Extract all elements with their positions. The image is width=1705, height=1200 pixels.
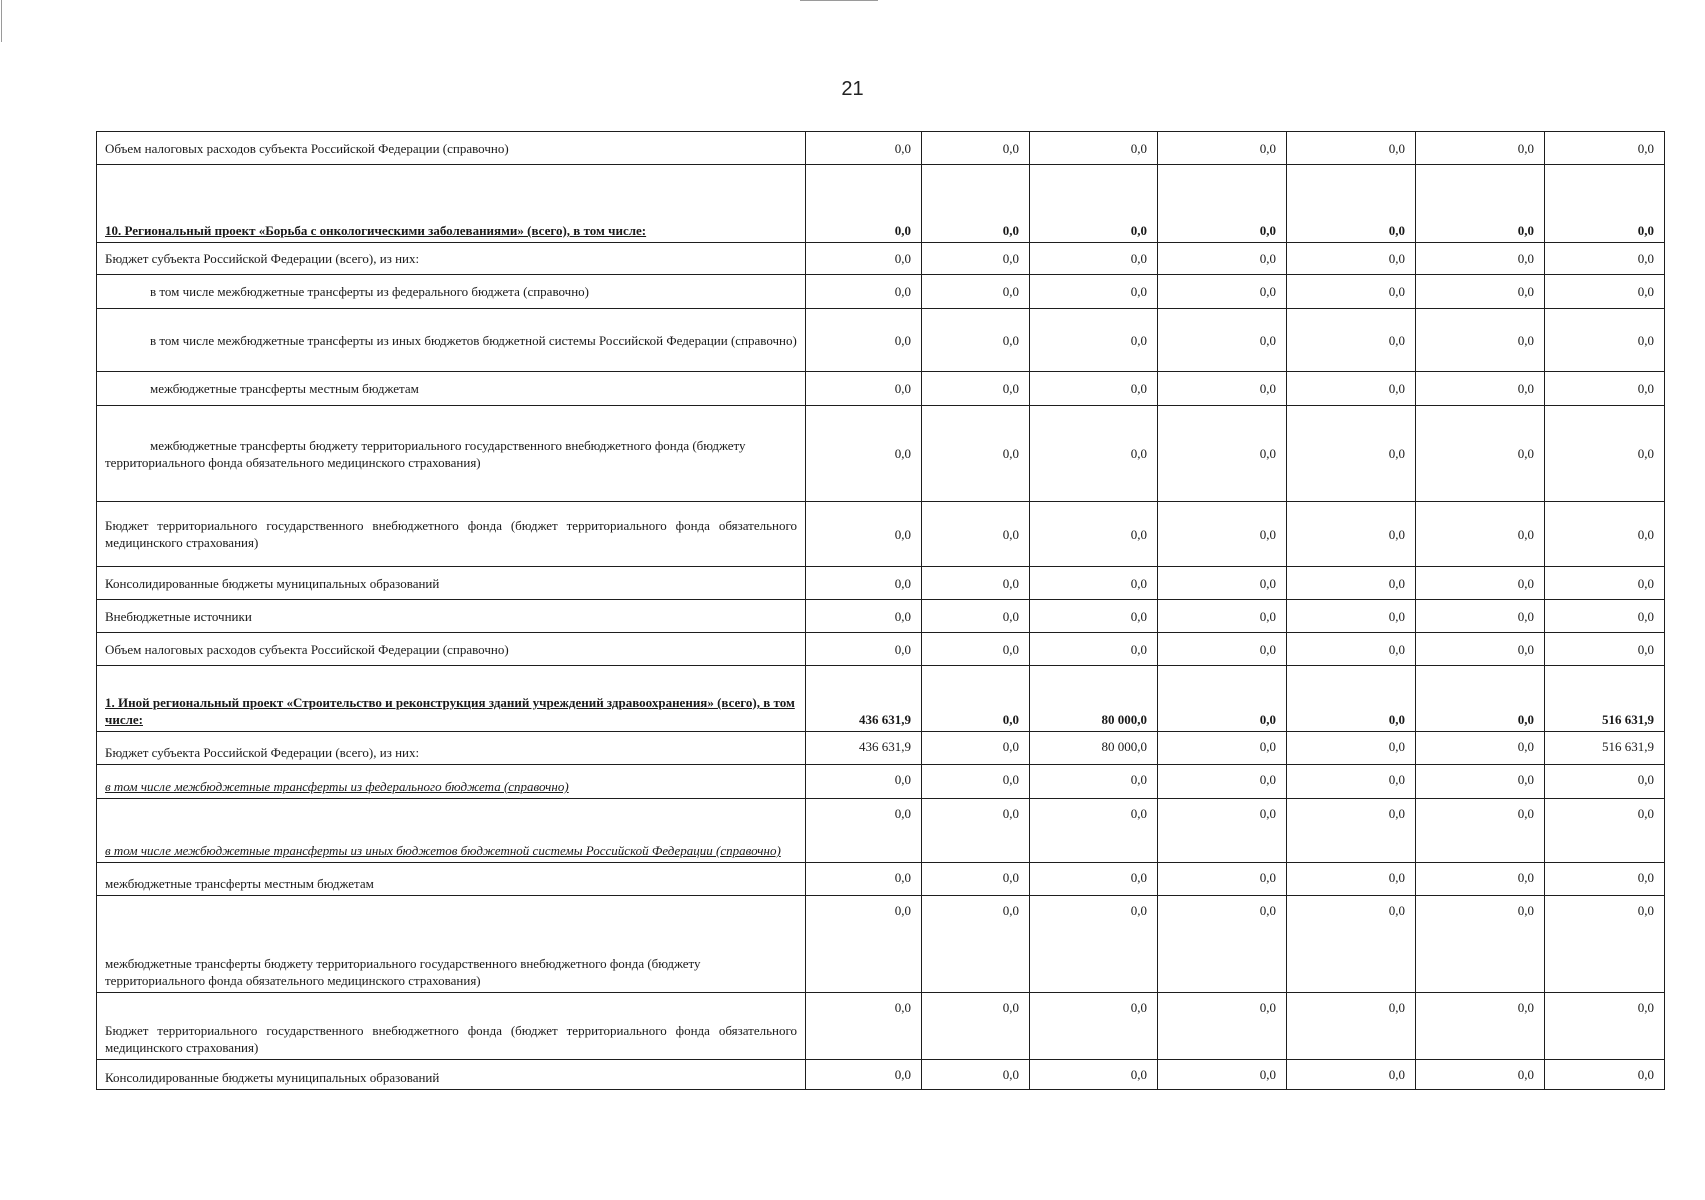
table-cell: 0,0: [1416, 372, 1545, 406]
table-row: [97, 896, 1665, 993]
table-cell: 0,0: [1158, 309, 1287, 372]
row-label: 1. Иной региональный проект «Строительство и реконструкция зданий учреждений здравоохранения» (всего), в том числе:: [97, 666, 806, 732]
table-row: [97, 372, 1665, 406]
table-cell: 0,0: [1030, 372, 1158, 406]
table-cell: 0,0: [1545, 863, 1665, 896]
table-cell: 0,0: [1030, 993, 1158, 1060]
table-cell: 0,0: [806, 567, 922, 600]
table-row: [97, 765, 1665, 799]
table-cell: 0,0: [1030, 275, 1158, 309]
table-cell: 0,0: [1545, 275, 1665, 309]
table-cell: 0,0: [806, 896, 922, 993]
row-label: Бюджет субъекта Российской Федерации (всего), из них:: [97, 732, 806, 765]
table-cell: 0,0: [806, 406, 922, 502]
row-label: Бюджет территориального государственного внебюджетного фонда (бюджет территориального фонда обязательного медицинского страхования): [97, 993, 806, 1060]
table-cell: 0,0: [1158, 633, 1287, 666]
row-label: в том числе межбюджетные трансферты из федерального бюджета (справочно): [97, 765, 806, 799]
table-cell: 0,0: [1287, 732, 1416, 765]
budget-table: [96, 131, 1665, 1090]
table-cell: 0,0: [1287, 863, 1416, 896]
table-cell: 0,0: [1030, 243, 1158, 275]
table-cell: 0,0: [922, 600, 1030, 633]
table-cell: 0,0: [1287, 372, 1416, 406]
table-cell: 0,0: [1545, 799, 1665, 863]
row-label: межбюджетные трансферты бюджету территориального государственного внебюджетного фонда (бюджету территориального фонда обязательного медицинского страхования): [97, 406, 806, 502]
table-cell: 0,0: [1287, 896, 1416, 993]
table-cell: 0,0: [1545, 502, 1665, 567]
table-cell: 0,0: [1030, 799, 1158, 863]
table-cell: 0,0: [806, 863, 922, 896]
table-cell: 0,0: [806, 502, 922, 567]
table-cell: 0,0: [1416, 993, 1545, 1060]
table-cell: 0,0: [922, 896, 1030, 993]
table-cell: 0,0: [1287, 600, 1416, 633]
table-cell: 0,0: [806, 993, 922, 1060]
table-row: [97, 993, 1665, 1060]
row-label: в том числе межбюджетные трансферты из иных бюджетов бюджетной системы Российской Федерации (справочно): [97, 799, 806, 863]
table-cell: 0,0: [1158, 732, 1287, 765]
table-cell: 0,0: [1416, 896, 1545, 993]
row-label: межбюджетные трансферты местным бюджетам: [97, 372, 806, 406]
table-cell: 0,0: [922, 633, 1030, 666]
table-cell: 0,0: [1287, 1060, 1416, 1090]
table-cell: 0,0: [922, 765, 1030, 799]
table-row: [97, 666, 1665, 732]
table-cell: 0,0: [1158, 406, 1287, 502]
table-cell: 0,0: [1545, 633, 1665, 666]
table-cell: 0,0: [1416, 309, 1545, 372]
table-cell: 0,0: [1416, 406, 1545, 502]
table-cell: 0,0: [922, 666, 1030, 732]
table-cell: 0,0: [1030, 896, 1158, 993]
table-cell: 0,0: [1158, 372, 1287, 406]
table-cell: 0,0: [806, 275, 922, 309]
table-cell: 0,0: [1416, 732, 1545, 765]
table-row: [97, 132, 1665, 165]
table-cell: 0,0: [806, 165, 922, 243]
table-cell: 516 631,9: [1545, 666, 1665, 732]
table-cell: 0,0: [1030, 765, 1158, 799]
table-row: [97, 633, 1665, 666]
table-cell: 0,0: [1030, 406, 1158, 502]
row-label: Объем налоговых расходов субъекта Российской Федерации (справочно): [97, 633, 806, 666]
table-cell: 0,0: [1416, 132, 1545, 165]
table-cell: 0,0: [922, 1060, 1030, 1090]
row-label: Бюджет субъекта Российской Федерации (всего), из них:: [97, 243, 806, 275]
table-cell: 0,0: [806, 372, 922, 406]
table-row: [97, 502, 1665, 567]
table-cell: 0,0: [1158, 863, 1287, 896]
row-label: межбюджетные трансферты местным бюджетам: [97, 863, 806, 896]
table-cell: 0,0: [922, 406, 1030, 502]
table-cell: 0,0: [1158, 600, 1287, 633]
table-cell: 0,0: [806, 799, 922, 863]
table-cell: 0,0: [1416, 275, 1545, 309]
table-cell: 0,0: [922, 132, 1030, 165]
table-cell: 0,0: [1287, 567, 1416, 600]
table-cell: 0,0: [922, 799, 1030, 863]
row-label: 10. Региональный проект «Борьба с онкологическими заболеваниями» (всего), в том числе:: [97, 165, 806, 243]
table-row: [97, 732, 1665, 765]
table-row: [97, 165, 1665, 243]
row-label: в том числе межбюджетные трансферты из иных бюджетов бюджетной системы Российской Федерации (справочно): [97, 309, 806, 372]
table-cell: 0,0: [1030, 863, 1158, 896]
table-cell: 0,0: [1030, 633, 1158, 666]
table-cell: 0,0: [1545, 243, 1665, 275]
table-cell: 0,0: [1545, 309, 1665, 372]
table-cell: 0,0: [1287, 993, 1416, 1060]
table-cell: 0,0: [1030, 567, 1158, 600]
table-cell: 0,0: [1287, 633, 1416, 666]
table-cell: 0,0: [1545, 993, 1665, 1060]
table-cell: 0,0: [1287, 275, 1416, 309]
table-cell: 0,0: [1158, 275, 1287, 309]
table-cell: 0,0: [1545, 406, 1665, 502]
table-cell: 0,0: [1030, 1060, 1158, 1090]
table-cell: 0,0: [1158, 502, 1287, 567]
table-row: [97, 243, 1665, 275]
table-row: [97, 406, 1665, 502]
table-cell: 0,0: [922, 732, 1030, 765]
table-cell: 0,0: [806, 600, 922, 633]
table-cell: 0,0: [1287, 502, 1416, 567]
table-cell: 0,0: [1158, 165, 1287, 243]
table-cell: 0,0: [1158, 765, 1287, 799]
table-cell: 0,0: [922, 165, 1030, 243]
scan-mark: [1, 0, 2, 42]
table-cell: 0,0: [1287, 309, 1416, 372]
table-cell: 0,0: [1416, 600, 1545, 633]
table-cell: 0,0: [1158, 666, 1287, 732]
table-cell: 0,0: [1030, 165, 1158, 243]
table-cell: 0,0: [1545, 372, 1665, 406]
table-cell: 0,0: [806, 243, 922, 275]
page-number: 21: [841, 78, 864, 100]
table-cell: 0,0: [1030, 600, 1158, 633]
table-cell: 0,0: [806, 1060, 922, 1090]
table-cell: 0,0: [1416, 502, 1545, 567]
table-cell: 0,0: [1287, 165, 1416, 243]
table-cell: 0,0: [1287, 765, 1416, 799]
table-cell: 0,0: [922, 502, 1030, 567]
table-cell: 0,0: [1416, 243, 1545, 275]
table-cell: 0,0: [1416, 863, 1545, 896]
table-cell: 0,0: [1545, 765, 1665, 799]
table-cell: 0,0: [922, 993, 1030, 1060]
table-cell: 0,0: [1545, 567, 1665, 600]
row-label: межбюджетные трансферты бюджету территориального государственного внебюджетного фонда (бюджету территориального фонда обязательного медицинского страхования): [97, 896, 806, 993]
table-row: [97, 309, 1665, 372]
table-cell: 0,0: [922, 372, 1030, 406]
table-cell: 0,0: [1287, 406, 1416, 502]
table-cell: 0,0: [922, 309, 1030, 372]
table-cell: 0,0: [1158, 567, 1287, 600]
row-label: Консолидированные бюджеты муниципальных образований: [97, 567, 806, 600]
table-cell: 0,0: [1416, 567, 1545, 600]
row-label: Консолидированные бюджеты муниципальных образований: [97, 1060, 806, 1090]
table-cell: 516 631,9: [1545, 732, 1665, 765]
row-label: Внебюджетные источники: [97, 600, 806, 633]
table-cell: 0,0: [1416, 666, 1545, 732]
table-cell: 0,0: [1158, 799, 1287, 863]
row-label: Бюджет территориального государственного внебюджетного фонда (бюджет территориального фонда обязательного медицинского страхования): [97, 502, 806, 567]
row-label: в том числе межбюджетные трансферты из федерального бюджета (справочно): [97, 275, 806, 309]
table-row: [97, 863, 1665, 896]
table-cell: 0,0: [1287, 243, 1416, 275]
table-row: [97, 567, 1665, 600]
table-cell: 0,0: [1158, 243, 1287, 275]
table-cell: 0,0: [1158, 1060, 1287, 1090]
table-row: [97, 600, 1665, 633]
table-cell: 0,0: [922, 567, 1030, 600]
table-cell: 0,0: [1158, 132, 1287, 165]
row-label: Объем налоговых расходов субъекта Российской Федерации (справочно): [97, 132, 806, 165]
table-cell: 0,0: [1416, 165, 1545, 243]
table-cell: 0,0: [922, 275, 1030, 309]
table-cell: 0,0: [1545, 165, 1665, 243]
table-cell: 0,0: [1158, 993, 1287, 1060]
table-cell: 0,0: [1545, 896, 1665, 993]
table-cell: 0,0: [922, 243, 1030, 275]
table-cell: 0,0: [1416, 633, 1545, 666]
table-cell: 0,0: [1030, 502, 1158, 567]
table-cell: 0,0: [806, 132, 922, 165]
table-cell: 0,0: [1416, 1060, 1545, 1090]
table-cell: 0,0: [1416, 799, 1545, 863]
scan-mark: [800, 0, 878, 1]
table-cell: 0,0: [1030, 309, 1158, 372]
table-cell: 0,0: [1416, 765, 1545, 799]
table-cell: 0,0: [1287, 799, 1416, 863]
table-cell: 0,0: [806, 309, 922, 372]
table-cell: 80 000,0: [1030, 666, 1158, 732]
table-row: [97, 275, 1665, 309]
table-cell: 0,0: [922, 863, 1030, 896]
table-cell: 436 631,9: [806, 666, 922, 732]
table-cell: 0,0: [806, 633, 922, 666]
table-cell: 80 000,0: [1030, 732, 1158, 765]
table-row: [97, 799, 1665, 863]
table-cell: 0,0: [1545, 1060, 1665, 1090]
table-cell: 0,0: [1287, 132, 1416, 165]
table-cell: 0,0: [1158, 896, 1287, 993]
table-row: [97, 1060, 1665, 1090]
table-cell: 0,0: [1030, 132, 1158, 165]
table-cell: 436 631,9: [806, 732, 922, 765]
table-cell: 0,0: [1545, 600, 1665, 633]
table-cell: 0,0: [1287, 666, 1416, 732]
table-cell: 0,0: [1545, 132, 1665, 165]
table-cell: 0,0: [806, 765, 922, 799]
